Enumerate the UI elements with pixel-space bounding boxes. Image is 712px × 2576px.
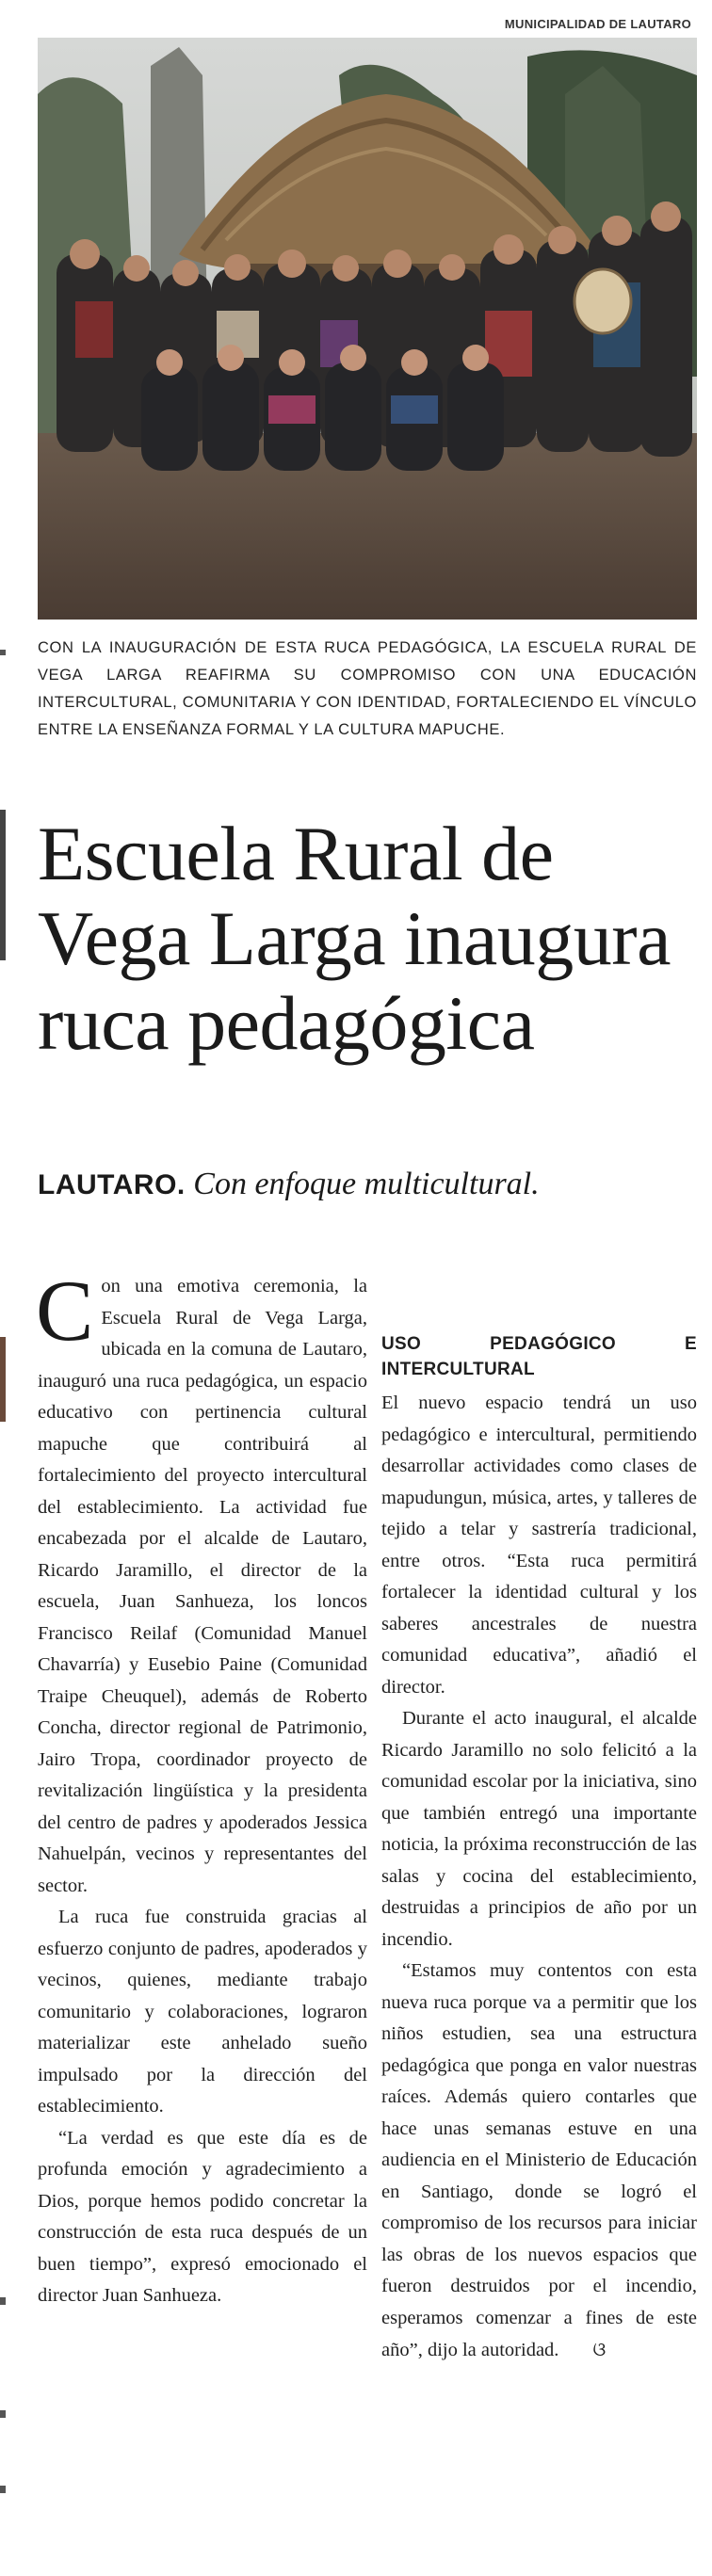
strip-mark <box>0 1337 6 1422</box>
body-paragraph: La ruca fue construida gracias al esfuerzo conjunto de padres, apoderados y vecinos, quienes, mediante trabajo comunitario y colaboraciones, lograron materializar este anhelado sueño impulsado por la dirección del establecimiento. <box>38 1907 367 2117</box>
body-paragraph: El nuevo espacio tendrá un uso pedagógico e intercultural, permitiendo desarrollar actividades como clases de mapudungun, música, artes, y talleres de tejido a telar y sastrería tradicional, entre otros. “Esta ruca permitirá fortalecer la identidad cultural y los saberes ancestrales de nuestra comunidad educativa”, añadió el director. <box>381 1393 697 1698</box>
paragraph-text: on una emotiva ceremonia, la Escuela Rural de Vega Larga, ubicada en la comuna de Lautaro, inauguró una ruca pedagógica, un espacio educativo con pertinencia cultural mapuche que contribuirá al fortalecimiento del proyecto intercultural del establecimiento. La actividad fue encabezada por el alcalde de Lautaro, Ricardo Jaramillo, el director de la escuela, Juan Sanhueza, los loncos Francisco Reilaf (Comunidad Manuel Chavarría) y Eusebio Paine (Comunidad Traipe Cheuquel), además de Roberto Concha, director regional de Patrimonio, Jairo Tropa, coordinador proyecto de revitalización lingüística y la presidenta del centro de padres y apoderados Jessica Nahuelpán, vecinos y representantes del sector. <box>38 1276 367 1896</box>
strip-mark <box>0 2486 6 2493</box>
end-of-article-icon: ଓ <box>592 2338 607 2360</box>
kicker-place: LAUTARO. <box>38 1169 186 1200</box>
article-column-1 <box>36 1263 367 2312</box>
article-headline: Escuela Rural de Vega Larga inaugura ruca pedagógica <box>38 811 672 1066</box>
section-label: MUNICIPALIDAD DE LAUTARO <box>504 17 691 31</box>
article-photo <box>38 38 697 620</box>
strip-mark <box>0 810 6 960</box>
article-kicker <box>38 1166 697 1204</box>
kicker-text: Con enfoque multicultural. <box>193 1167 540 1201</box>
body-paragraph: “La verdad es que este día es de profunda emoción y agradecimiento a Dios, porque hemos podido concretar la construcción de esta ruca después de un buen tiempo”, expresó emocionado el director Juan Sanhueza. <box>38 2127 367 2306</box>
drop-cap: C <box>36 1263 94 1359</box>
photo-caption: CON LA INAUGURACIÓN DE ESTA RUCA PEDAGÓGICA, LA ESCUELA RURAL DE VEGA LARGA REAFIRMA SU COMPROMISO CON UNA EDUCACIÓN INTERCULTURAL, COMUNITARIA Y CON IDENTIDAD, FORTALECIENDO EL VÍNCULO ENTRE LA ENSEÑANZA FORMAL Y LA CULTURA MAPUCHE. <box>38 639 697 738</box>
strip-mark <box>0 2297 6 2305</box>
body-paragraph <box>381 1956 697 2367</box>
body-paragraph <box>36 1263 367 1902</box>
ruca-group-photo <box>38 38 697 620</box>
paragraph-text: “Estamos muy contentos con esta nueva ruca porque va a permitir que los niños estudien, sea una estructura pedagógica que ponga en valor nuestras raíces. Además quiero contarles que hace unas semanas estuve en una audiencia en el Ministerio de Educación en Santiago, donde se logró el compromiso de los recursos para iniciar las obras de los nuevos espacios que fueron destruidos por el incendio, esperamos comenzar a fines de este año”, dijo la autoridad. <box>381 1960 697 2360</box>
strip-mark <box>0 650 6 655</box>
adjacent-article-edge <box>0 0 9 2576</box>
section-subhead: USO PEDAGÓGICO E INTERCULTURAL <box>381 1334 697 1379</box>
strip-mark <box>0 2410 6 2418</box>
body-paragraph: Durante el acto inaugural, el alcalde Ricardo Jaramillo no solo felicitó a la comunidad escolar por la iniciativa, sino que también entregó una importante noticia, la próxima reconstrucción de las salas y cocina del establecimiento, destruidas a principios de año por un incendio. <box>381 1708 697 1950</box>
article-column-2 <box>381 1331 697 2367</box>
